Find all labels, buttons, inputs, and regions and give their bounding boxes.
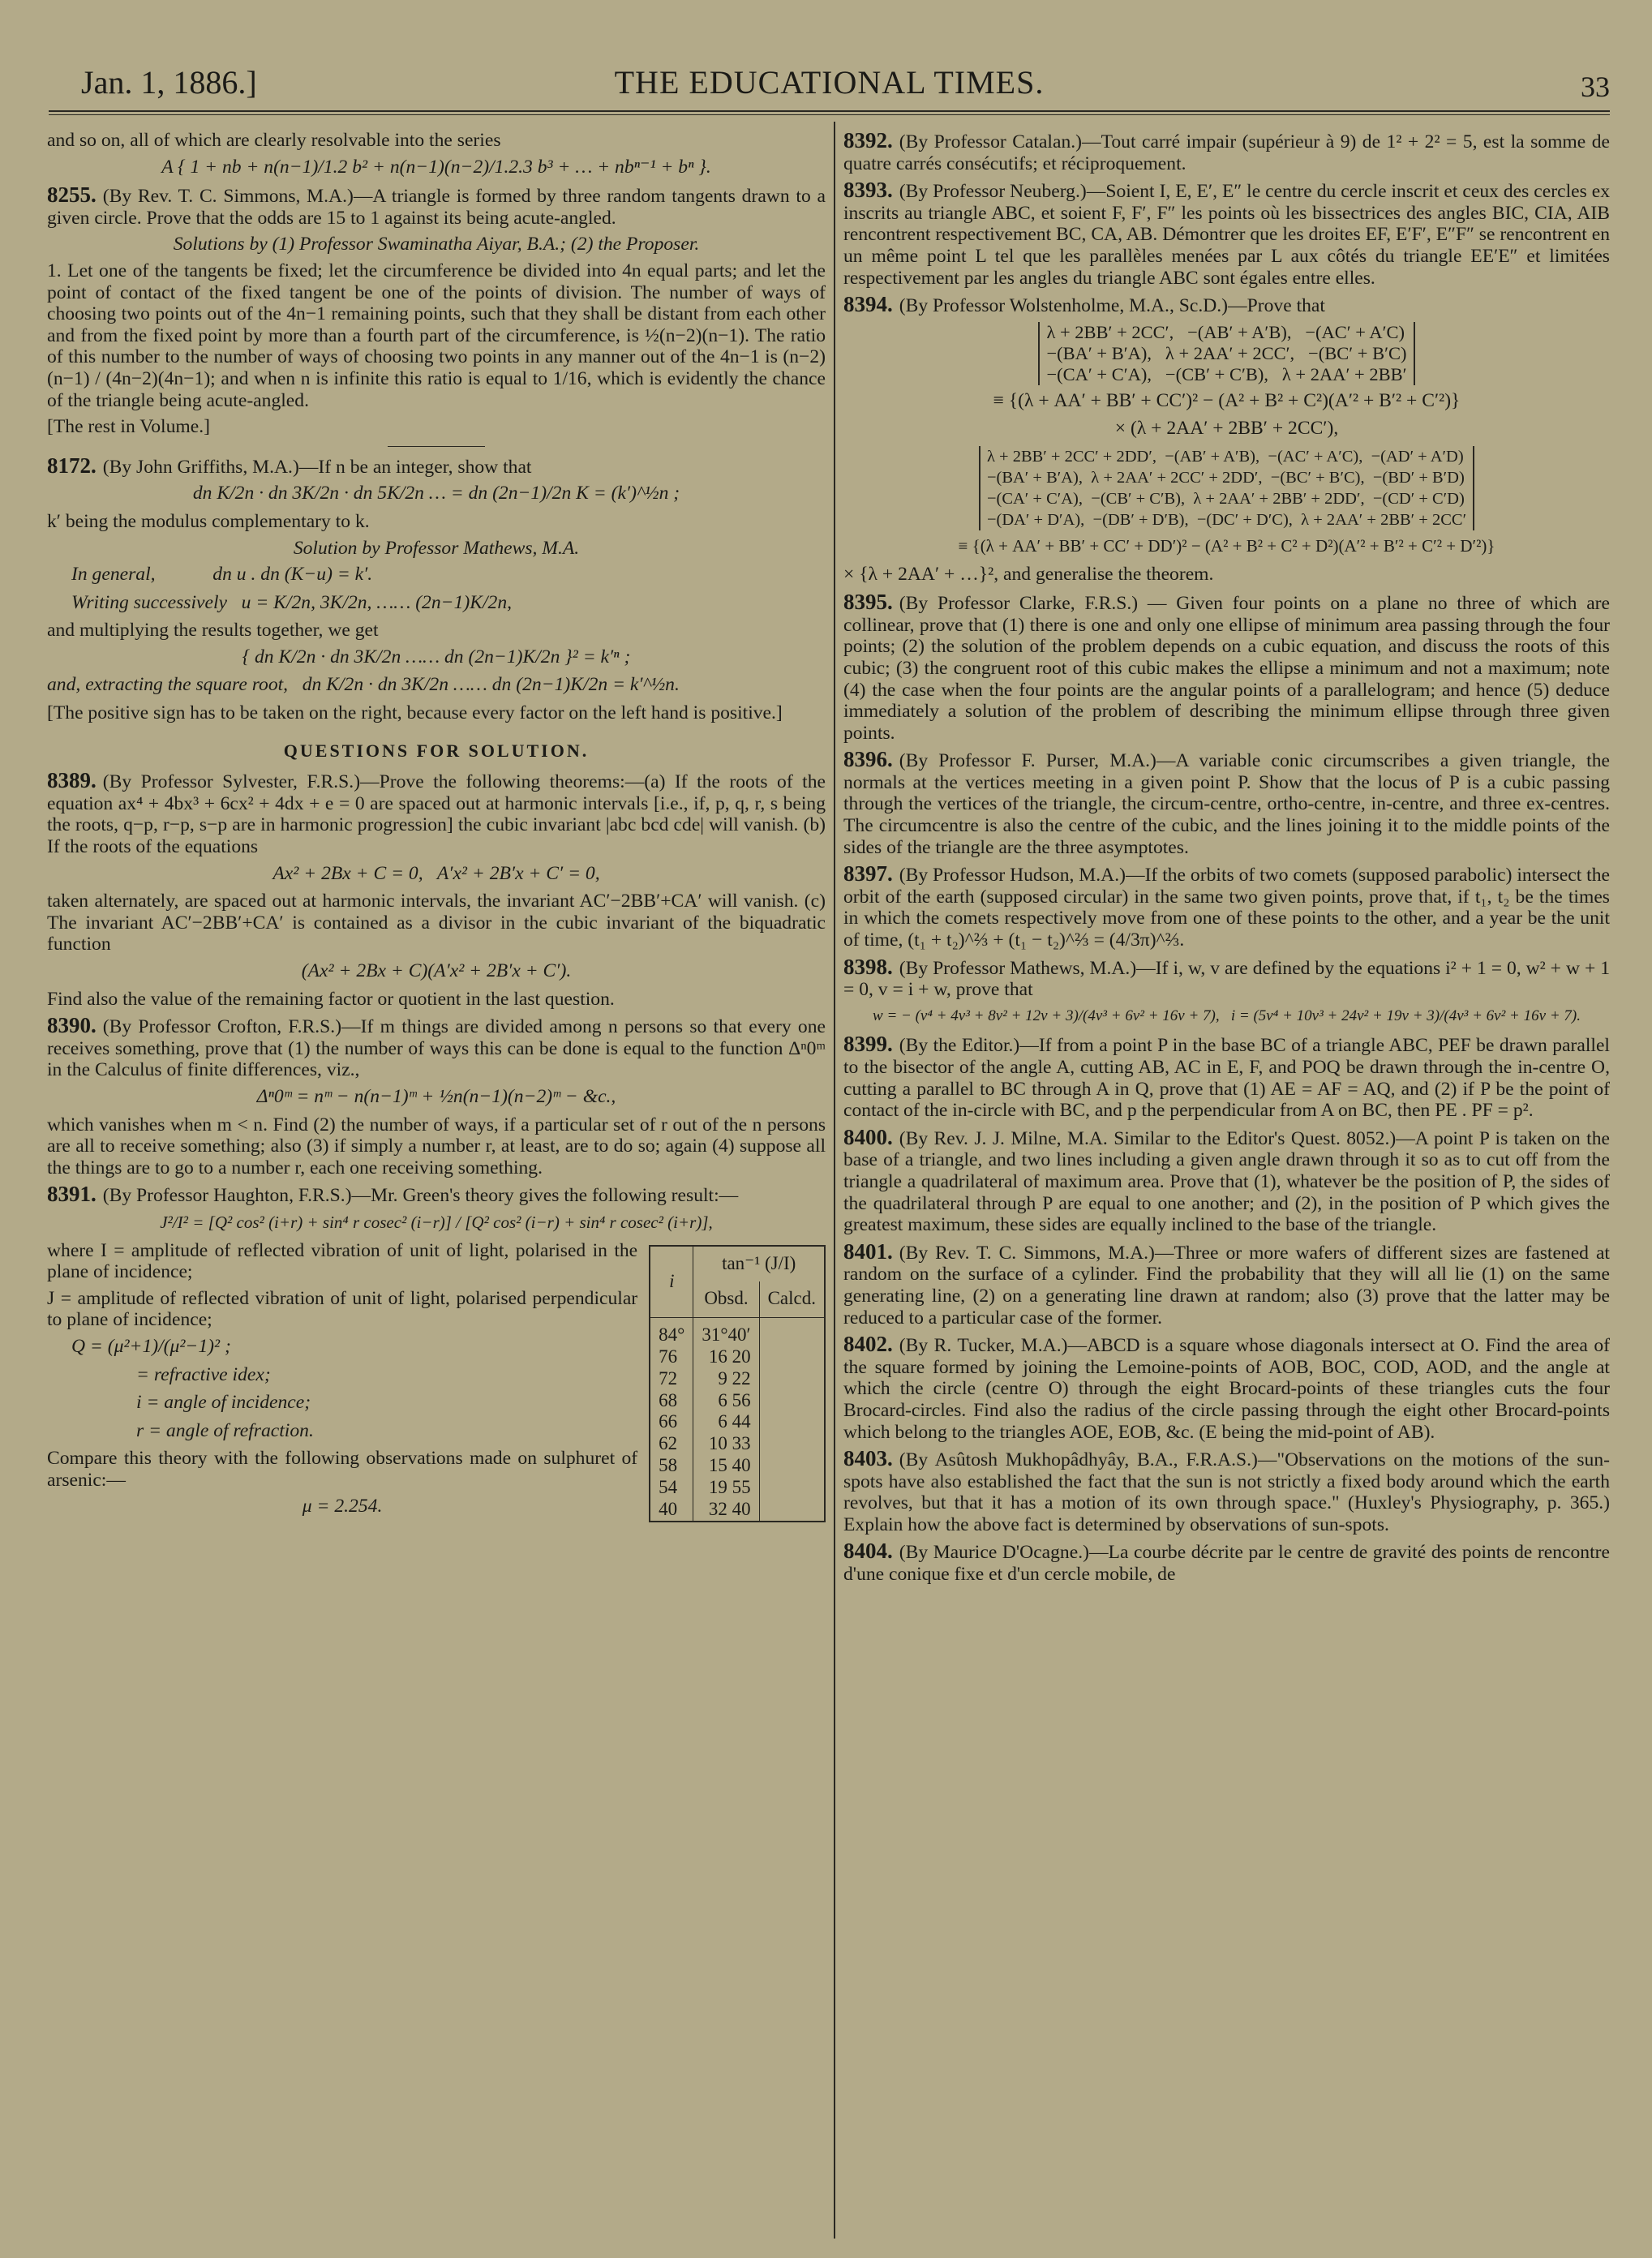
in-general-formula: In general, dn u . dn (K−u) = k′. bbox=[71, 564, 373, 586]
cell-obsd: 6 56 bbox=[693, 1390, 759, 1412]
cell-obsd: 19 55 bbox=[693, 1477, 759, 1499]
cell-i: 62 bbox=[659, 1433, 678, 1454]
question-8172: 8172. (By John Griffiths, M.A.)—If n be an integer, show that bbox=[47, 453, 532, 478]
cell-obsd: 9 22 bbox=[693, 1368, 759, 1390]
compare-text: Compare this theory with the following observations made on sulphuret of arsenic:— bbox=[47, 1448, 638, 1491]
question-8395: 8395. (By Professor Clarke, F.R.S.) — Given four points on a plane no three of which are collinear, prove that (1) there is one and only one ellipse of minimum area passing through the four points; (2) the solution of the problem depends on a cubic equation, and discuss the roots of this cubic; (3) the congruent root of this cubic makes the ellipse a minimum and not a maximum; note (4) the case when the four points are the angular points of a parallelogram; and hence (5) deduce immediately a solution of the problem of describing the minimum ellipse through three given points. bbox=[843, 590, 1610, 744]
positive-sign-note: [The positive sign has to be taken on the right, because every factor on the left hand is positive.] bbox=[47, 702, 783, 724]
formula-8391: J²/I² = [Q² cos² (i+r) + sin⁴ r cosec² (i−r)] / [Q² cos² (i−r) + sin⁴ r cosec² (i+r)], bbox=[160, 1212, 713, 1232]
obsd-header: Obsd. bbox=[693, 1281, 759, 1317]
formula-8389a: Ax² + 2Bx + C = 0, A′x² + 2B′x + C′ = 0, bbox=[272, 862, 600, 884]
question-8401: 8401. (By Rev. T. C. Simmons, M.A.)—Three or more wafers of different sizes are fastened at random on the surface of a cylinder. Find the probability that they will all lie (1) on the same generating line, (2) on a generating line drawn at random; also (3) prove that the latter may be reduced to a particular case of the former. bbox=[843, 1238, 1610, 1329]
intro-text: and so on, all of which are clearly resolvable into the series bbox=[47, 130, 501, 151]
issue-date: Jan. 1, 1886.] bbox=[81, 64, 257, 101]
cell-i: 84° bbox=[659, 1324, 685, 1345]
definition: Q = (μ²+1)/(μ²−1)² ; bbox=[71, 1335, 231, 1357]
question-8402: 8402. (By R. Tucker, M.A.)—ABCD is a square whose diagonals intersect at O. Find the area of the square formed by joining the Lemoine-points of AOB, BOC, COD, AOD, and the angle at which the circle (centre O) through the eight Brocard-points of these triangles cuts the four Brocard-circles. Find also the radius of the circle passing through the eight other Brocard-points which belong to the triangles AOE, EOB, &c. (E being the mid-point of AB). bbox=[843, 1332, 1610, 1443]
identity-4: ≡ {(λ + AA′ + BB′ + CC′ + DD′)² − (A² + B² + C² + D²)(A′² + B′² + C′² + D′²)} bbox=[958, 535, 1495, 556]
definition: i = angle of incidence; bbox=[136, 1392, 311, 1414]
question-8399: 8399. (By the Editor.)—If from a point P in the base BC of a triangle ABC, PEF be drawn parallel to the bisector of the angle A, cutting AB, AC in E, F, and POQ be drawn through the in-centre O, cutting a parallel to BC through A in Q, prove that (1) AE = AF = AQ, and (2) if P be the point of contact of the in-circle with BC, and p the perpendicular from A on BC, then PE . PF = p². bbox=[843, 1032, 1610, 1122]
solution-by: Solution by Professor Mathews, M.A. bbox=[293, 537, 580, 559]
column-divider bbox=[834, 122, 835, 2239]
table-row bbox=[650, 1499, 825, 1522]
question-8389-b: taken alternately, are spaced out at harmonic intervals, the invariant AC′−2BB′+CA′ will vanish. (c) The invariant AC′−2BB′+CA′ is contained as a divisor in the cubic invariant of the biquadratic function bbox=[47, 891, 826, 955]
cell-obsd: 31°40′ bbox=[693, 1317, 759, 1346]
table-row bbox=[650, 1477, 825, 1499]
table-row bbox=[650, 1390, 825, 1412]
question-8389-c: Find also the value of the remaining factor or quotient in the last question. bbox=[47, 988, 615, 1010]
table-row bbox=[650, 1455, 825, 1477]
cell-obsd: 6 44 bbox=[693, 1411, 759, 1433]
solution-8255: 1. Let one of the tangents be fixed; let the circumference be divided into 4n equal parts; and let the point of contact of the fixed tangent be one of the points of division. The number of ways of choosing two points out of the 4n−1 remaining points, such that they shall be distant from each other and from the fixed point by more than a fourth part of the circumference, is ½(n−2)(n−1). The ratio of this number to the number of ways of choosing two points in any manner out of the 4n−1 is (n−2)(n−1) / (4n−2)(4n−1); and when n is infinite this ratio is equal to 1/16, which is evidently the chance of the triangle being acute-angled. bbox=[47, 260, 826, 411]
table-row bbox=[650, 1433, 825, 1455]
cell-i: 72 bbox=[659, 1367, 678, 1389]
determinant-3x3: λ + 2BB′ + 2CC′, −(AB′ + A′B), −(AC′ + A′C) −(BA′ + B′A), λ + 2AA′ + 2CC′, −(BC′ + B′C) −(CA′ + C′A), −(CB′ + C′B), λ + 2AA′ + 2BB′ bbox=[1038, 322, 1414, 385]
right-column bbox=[843, 130, 1610, 1590]
solutions-heading: Solutions by (1) Professor Swaminatha Aiyar, B.A.; (2) the Proposer. bbox=[173, 234, 700, 255]
table-row bbox=[650, 1411, 825, 1433]
definitions bbox=[47, 1240, 637, 1523]
section-rule bbox=[388, 446, 485, 447]
question-8391: 8391. (By Professor Haughton, F.R.S.)—Mr. Green's theory gives the following result:— bbox=[47, 1182, 739, 1207]
question-8404: 8404. (By Maurice D'Ocagne.)—La courbe décrite par le centre de gravité des points de rencontre d'une conique fixe et d'un cercle mobile, de bbox=[843, 1539, 1610, 1586]
cell-obsd: 10 33 bbox=[693, 1433, 759, 1455]
cell-calcd bbox=[759, 1346, 825, 1368]
question-8392: 8392. (By Professor Catalan.)—Tout carré impair (supérieur à 9) de 1² + 2² = 5, est la somme de quatre carrés consécutifs; et réciproquement. bbox=[843, 128, 1610, 174]
cell-calcd bbox=[759, 1499, 825, 1522]
cell-calcd bbox=[759, 1477, 825, 1499]
question-8397: 8397. (By Professor Hudson, M.A.)—If the orbits of two comets (supposed parabolic) intersect the orbit of the earth (supposed circular) in the same two given points, prove that, if t₁, t₂ be the times in which the comets respectively move from one of these points to the other, and a year be the unit of time, (t₁ + t₂)^⅔ + (t₁ − t₂)^⅔ = (4/3π)^⅔. bbox=[843, 861, 1610, 951]
question-8396: 8396. (By Professor F. Purser, M.A.)—A variable conic circumscribes a given triangle, the normals at the vertices meeting in a given point P. Show that the locus of P is a cubic passing through the vertices of the triangle, the circum-centre, ortho-centre, in-centre, and three ex-centres. The circumcentre is also the centre of the cubic, and the lines joining it to the middle points of the sides of the triangle are the three asymptotes. bbox=[843, 747, 1610, 858]
identity-3b: × (λ + 2AA′ + 2BB′ + 2CC′), bbox=[1114, 418, 1339, 440]
product-formula: { dn K/2n · dn 3K/2n …… dn (2n−1)K/2n }² = k′ⁿ ; bbox=[242, 646, 631, 668]
cell-calcd bbox=[759, 1368, 825, 1390]
multiplying-text: and multiplying the results together, we get bbox=[47, 620, 379, 642]
definition: = refractive idex; bbox=[136, 1363, 271, 1385]
table-row bbox=[650, 1317, 825, 1346]
cell-calcd bbox=[759, 1455, 825, 1477]
col-i-header: i bbox=[650, 1246, 693, 1317]
modulus-note: k′ being the modulus complementary to k. bbox=[47, 510, 370, 532]
question-8394: 8394. (By Professor Wolstenholme, M.A., Sc.D.)—Prove that bbox=[843, 292, 1325, 317]
cell-i: 68 bbox=[659, 1389, 678, 1410]
page-number: 33 bbox=[1581, 71, 1610, 103]
definition: r = angle of refraction. bbox=[136, 1419, 314, 1441]
journal-title: THE EDUCATIONAL TIMES. bbox=[614, 64, 1045, 101]
cell-i: 76 bbox=[659, 1346, 678, 1367]
series-formula: A { 1 + nb + n(n−1)/1.2 b² + n(n−1)(n−2)/1.2.3 b³ + … + nbⁿ⁻¹ + bⁿ }. bbox=[161, 156, 711, 178]
determinant-4x4: λ + 2BB′ + 2CC′ + 2DD′, −(AB′ + A′B), −(AC′ + A′C), −(AD′ + A′D) −(BA′ + B′A), λ + 2AA′ + 2CC′ + 2DD′, −(BC′ + B′C), −(BD′ + B′D) −(CA′ + C′A), −(CB′ + C′B), λ + 2AA′ + 2BB′ + 2DD′, −(CD′ + C′D) −(DA′ + D′A), −(DB′ + D′B), −(DC′ + D′C), λ + 2AA′ + 2BB′ + 2CC′ bbox=[979, 446, 1474, 530]
cell-calcd bbox=[759, 1317, 825, 1346]
question-8391-body bbox=[47, 1240, 826, 1523]
cell-obsd: 32 40 bbox=[693, 1499, 759, 1522]
question-8389: 8389. (By Professor Sylvester, F.R.S.)—Prove the following theorems:—(a) If the roots of the equation ax⁴ + 4bx³ + 6cx² + 4dx + e = 0 are spaced out at harmonic intervals [i.e., if, p, q, r, s being the roots, q−p, r−p, s−p are in harmonic progression] the cubic invariant |abc bcd cde| will vanish. (b) If the roots of the equations bbox=[47, 768, 826, 858]
question-8398: 8398. (By Professor Mathews, M.A.)—If i, w, v are defined by the equations i² + 1 = 0, w² + w + 1 = 0, v = i + w, prove that bbox=[843, 954, 1610, 1001]
formula-8172: dn K/2n · dn 3K/2n · dn 5K/2n … = dn (2n−1)/2n K = (k′)^½n ; bbox=[192, 483, 680, 504]
formula-8389b: (Ax² + 2Bx + C)(A′x² + 2B′x + C′). bbox=[301, 960, 572, 981]
tan-header: tan⁻¹ (J/I) bbox=[693, 1246, 825, 1282]
mu-value: μ = 2.254. bbox=[302, 1496, 383, 1517]
table-row bbox=[650, 1346, 825, 1368]
page-header bbox=[49, 63, 1610, 104]
question-8255: 8255. (By Rev. T. C. Simmons, M.A.)—A triangle is formed by three random tangents drawn to a given circle. Prove that the odds are 15 to 1 against its being acute-angled. bbox=[47, 182, 826, 229]
cell-calcd bbox=[759, 1390, 825, 1412]
questions-heading: QUESTIONS FOR SOLUTION. bbox=[283, 740, 590, 761]
question-8393: 8393. (By Professor Neuberg.)—Soient I, E, E′, E″ le centre du cercle inscrit et ceux des cercles ex inscrits au triangle ABC, et soient F, F′, F″ les points où les bissectrices des angles BIC, CIA, AIB rencontrent respectivement BC, CA, AB. Démontrer que les droites EF, E′F′, E″F″ se rencontrent en un même point L tel que les parallèles menées par L aux côtés du triangle EE′E″ et limitées respectivement par les angles du triangle ABC sont égales entre elles. bbox=[843, 178, 1610, 289]
calcd-header: Calcd. bbox=[759, 1281, 825, 1317]
question-8400: 8400. (By Rev. J. J. Milne, M.A. Similar to the Editor's Quest. 8052.)—A point P is taken on the base of a triangle, and two lines including a given angle drawn through it so as to cut off from the triangle a quadrilateral of maximum area. Prove that (1), whatever be the position of P, the sides of the quadrilateral through P are equal to one another; and (2), in the position of P which gives the greatest maximum, these sides are equally inclined to the base of the triangle. bbox=[843, 1124, 1610, 1236]
observations-table bbox=[649, 1245, 826, 1523]
left-column bbox=[47, 130, 826, 1522]
cell-i: 40 bbox=[659, 1499, 678, 1520]
question-8390-b: which vanishes when m < n. Find (2) the number of ways, if a particular set of r out of the n persons are all to receive something; also (3) if simply a number r, at least, are to do so; again (4) suppose all the things are to go to a number r, each one receiving something. bbox=[47, 1114, 826, 1178]
cell-calcd bbox=[759, 1411, 825, 1433]
cell-obsd: 16 20 bbox=[693, 1346, 759, 1368]
identity-4b: × {λ + 2AA′ + …}², and generalise the theorem. bbox=[843, 563, 1214, 585]
cell-calcd bbox=[759, 1433, 825, 1455]
cell-i: 66 bbox=[659, 1411, 678, 1432]
cell-i: 58 bbox=[659, 1455, 678, 1476]
writing-formula: Writing successively u = K/2n, 3K/2n, …… (2n−1)K/2n, bbox=[71, 591, 513, 613]
cell-obsd: 15 40 bbox=[693, 1455, 759, 1477]
identity-3: ≡ {(λ + AA′ + BB′ + CC′)² − (A² + B² + C²)(A′² + B′² + C′²)} bbox=[993, 389, 1461, 411]
formula-8390: Δⁿ0ᵐ = nᵐ − n(n−1)ᵐ + ½n(n−1)(n−2)ᵐ − &c., bbox=[256, 1085, 616, 1107]
question-8403: 8403. (By Asûtosh Mukhopâdhyây, B.A., F.R.A.S.)—"Observations on the motions of the sun-spots have also established the fact that the sun is not strictly a fixed body around which the earth revolves, but that it has a motion of its own through space." (Huxley's Physiography, p. 365.) Explain how the above fact is determined by observations of sun-spots. bbox=[843, 1446, 1610, 1535]
definition: where I = amplitude of reflected vibration of unit of light, polarised in the plane of incidence; bbox=[47, 1239, 638, 1283]
question-8390: 8390. (By Professor Crofton, F.R.S.)—If m things are divided among n persons so that every one receives something, prove that (1) the number of ways this can be done is equal to the function Δⁿ0ᵐ in the Calculus of finite differences, viz., bbox=[47, 1013, 826, 1081]
header-rule bbox=[49, 110, 1610, 115]
formula-8398: w = − (v⁴ + 4v³ + 8v² + 12v + 3)/(4v³ + 6v² + 16v + 7), i = (5v⁴ + 10v³ + 24v² + 19v + 3)/(4v³ + 6v² + 16v + 7). bbox=[873, 1007, 1581, 1024]
table-row bbox=[650, 1368, 825, 1390]
rest-in-volume: [The rest in Volume.] bbox=[47, 416, 210, 438]
square-root-formula: and, extracting the square root, dn K/2n · dn 3K/2n …… dn (2n−1)K/2n = k′^½n. bbox=[47, 674, 680, 696]
definition: J = amplitude of reflected vibration of unit of light, polarised perpendicular to plane of incidence; bbox=[47, 1287, 638, 1331]
cell-i: 54 bbox=[659, 1477, 678, 1498]
